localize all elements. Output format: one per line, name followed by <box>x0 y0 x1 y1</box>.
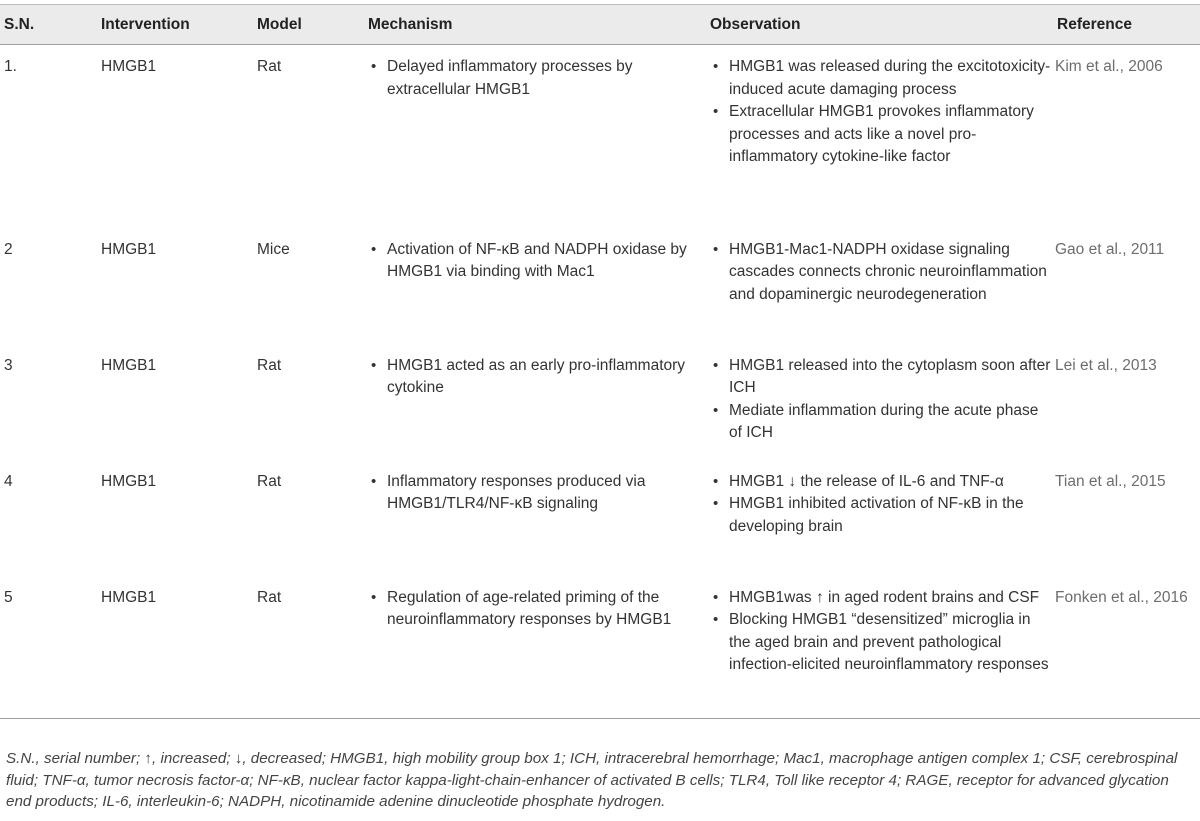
header-sn: S.N. <box>4 15 35 33</box>
observation-item: • HMGB1 inhibited activation of NF-κB in the developing brain <box>710 493 1053 538</box>
cell-sn: 4 <box>4 472 13 490</box>
observation-item: • Blocking HMGB1 “desensitized” microglia in the aged brain and prevent pathological infection-elicited neuroinflammatory responses <box>710 609 1053 677</box>
mechanism-item: • Activation of NF-κB and NADPH oxidase by HMGB1 via binding with Mac1 <box>368 239 706 284</box>
cell-intervention: HMGB1 <box>101 356 157 374</box>
cell-mechanism <box>364 228 706 344</box>
table-row <box>0 344 1200 460</box>
mechanism-list <box>368 587 706 632</box>
cell-mechanism <box>364 45 706 228</box>
cell-intervention: HMGB1 <box>101 240 157 258</box>
observation-list <box>710 355 1053 445</box>
mechanism-list <box>368 239 706 284</box>
header-observation: Observation <box>710 15 801 33</box>
observation-item: • Extracellular HMGB1 provokes inflammatory processes and acts like a novel pro-inflammatory cytokine-like factor <box>710 101 1053 169</box>
cell-sn: 5 <box>4 588 13 606</box>
observation-item: • HMGB1was ↑ in aged rodent brains and CSF <box>710 587 1053 610</box>
observation-item: • HMGB1-Mac1-NADPH oxidase signaling cascades connects chronic neuroinflammation and dopaminergic neurodegeneration <box>710 239 1053 307</box>
cell-reference: Lei et al., 2013 <box>1055 356 1157 374</box>
cell-sn: 3 <box>4 356 13 374</box>
observation-item: • HMGB1 was released during the excitotoxicity-induced acute damaging process <box>710 56 1053 101</box>
cell-model: Rat <box>257 588 282 606</box>
cell-intervention: HMGB1 <box>101 472 157 490</box>
mechanism-item: • Regulation of age-related priming of the neuroinflammatory responses by HMGB1 <box>368 587 706 632</box>
cell-intervention: HMGB1 <box>101 58 157 75</box>
header-mechanism: Mechanism <box>368 15 453 33</box>
observation-list <box>710 471 1053 539</box>
cell-model: Rat <box>257 472 282 490</box>
cell-observation <box>706 576 1053 719</box>
table-row <box>0 576 1200 719</box>
cell-observation <box>706 344 1053 460</box>
header-row <box>0 5 1200 45</box>
table-row <box>0 45 1200 228</box>
cell-reference: Kim et al., 2006 <box>1055 58 1163 75</box>
table-footnote: S.N., serial number; ↑, increased; ↓, decreased; HMGB1, high mobility group box 1; ICH, intracerebral hemorrhage; Mac1, macrophage antigen complex 1; CSF, cerebrospinal fluid; TNF-α, tumor necrosis factor-α; NF-κB, nuclear factor kappa-light-chain-enhancer of activated B cells; TLR4, Toll like receptor 4; RAGE, receptor for advanced glycation end products; IL-6, interleukin-6; NADPH, nicotinamide adenine dinucleotide phosphate hydrogen. <box>6 750 1178 810</box>
observation-item: • HMGB1 released into the cytoplasm soon after ICH <box>710 355 1053 400</box>
mechanism-list <box>368 355 706 400</box>
mechanism-list <box>368 56 706 101</box>
cell-model: Mice <box>257 240 290 258</box>
cell-reference: Gao et al., 2011 <box>1055 240 1165 258</box>
cell-reference: Tian et al., 2015 <box>1055 472 1166 490</box>
table-row <box>0 460 1200 576</box>
mechanism-item: • Inflammatory responses produced via HMGB1/TLR4/NF-κB signaling <box>368 471 706 516</box>
cell-mechanism <box>364 460 706 576</box>
mechanism-item: • HMGB1 acted as an early pro-inflammatory cytokine <box>368 355 706 400</box>
header-reference: Reference <box>1057 15 1132 33</box>
cell-model: Rat <box>257 356 282 374</box>
observation-item: • Mediate inflammation during the acute phase of ICH <box>710 400 1053 445</box>
mechanism-item: • Delayed inflammatory processes by extracellular HMGB1 <box>368 56 706 101</box>
table-body <box>0 45 1200 719</box>
header-model: Model <box>257 15 302 33</box>
observation-list <box>710 56 1053 169</box>
cell-observation <box>706 228 1053 344</box>
table-row <box>0 228 1200 344</box>
cell-observation <box>706 45 1053 228</box>
cell-mechanism <box>364 576 706 719</box>
table-header <box>0 5 1200 45</box>
cell-observation <box>706 460 1053 576</box>
cell-sn: 1. <box>4 58 17 75</box>
cell-model: Rat <box>257 58 282 75</box>
cell-reference: Fonken et al., 2016 <box>1055 588 1188 606</box>
cell-mechanism <box>364 344 706 460</box>
observation-list <box>710 239 1053 307</box>
data-table <box>0 4 1200 719</box>
observation-item: • HMGB1 ↓ the release of IL-6 and TNF-α <box>710 471 1053 494</box>
cell-sn: 2 <box>4 240 13 258</box>
cell-intervention: HMGB1 <box>101 588 157 606</box>
mechanism-list <box>368 471 706 516</box>
observation-list <box>710 587 1053 677</box>
header-intervention: Intervention <box>101 15 190 33</box>
